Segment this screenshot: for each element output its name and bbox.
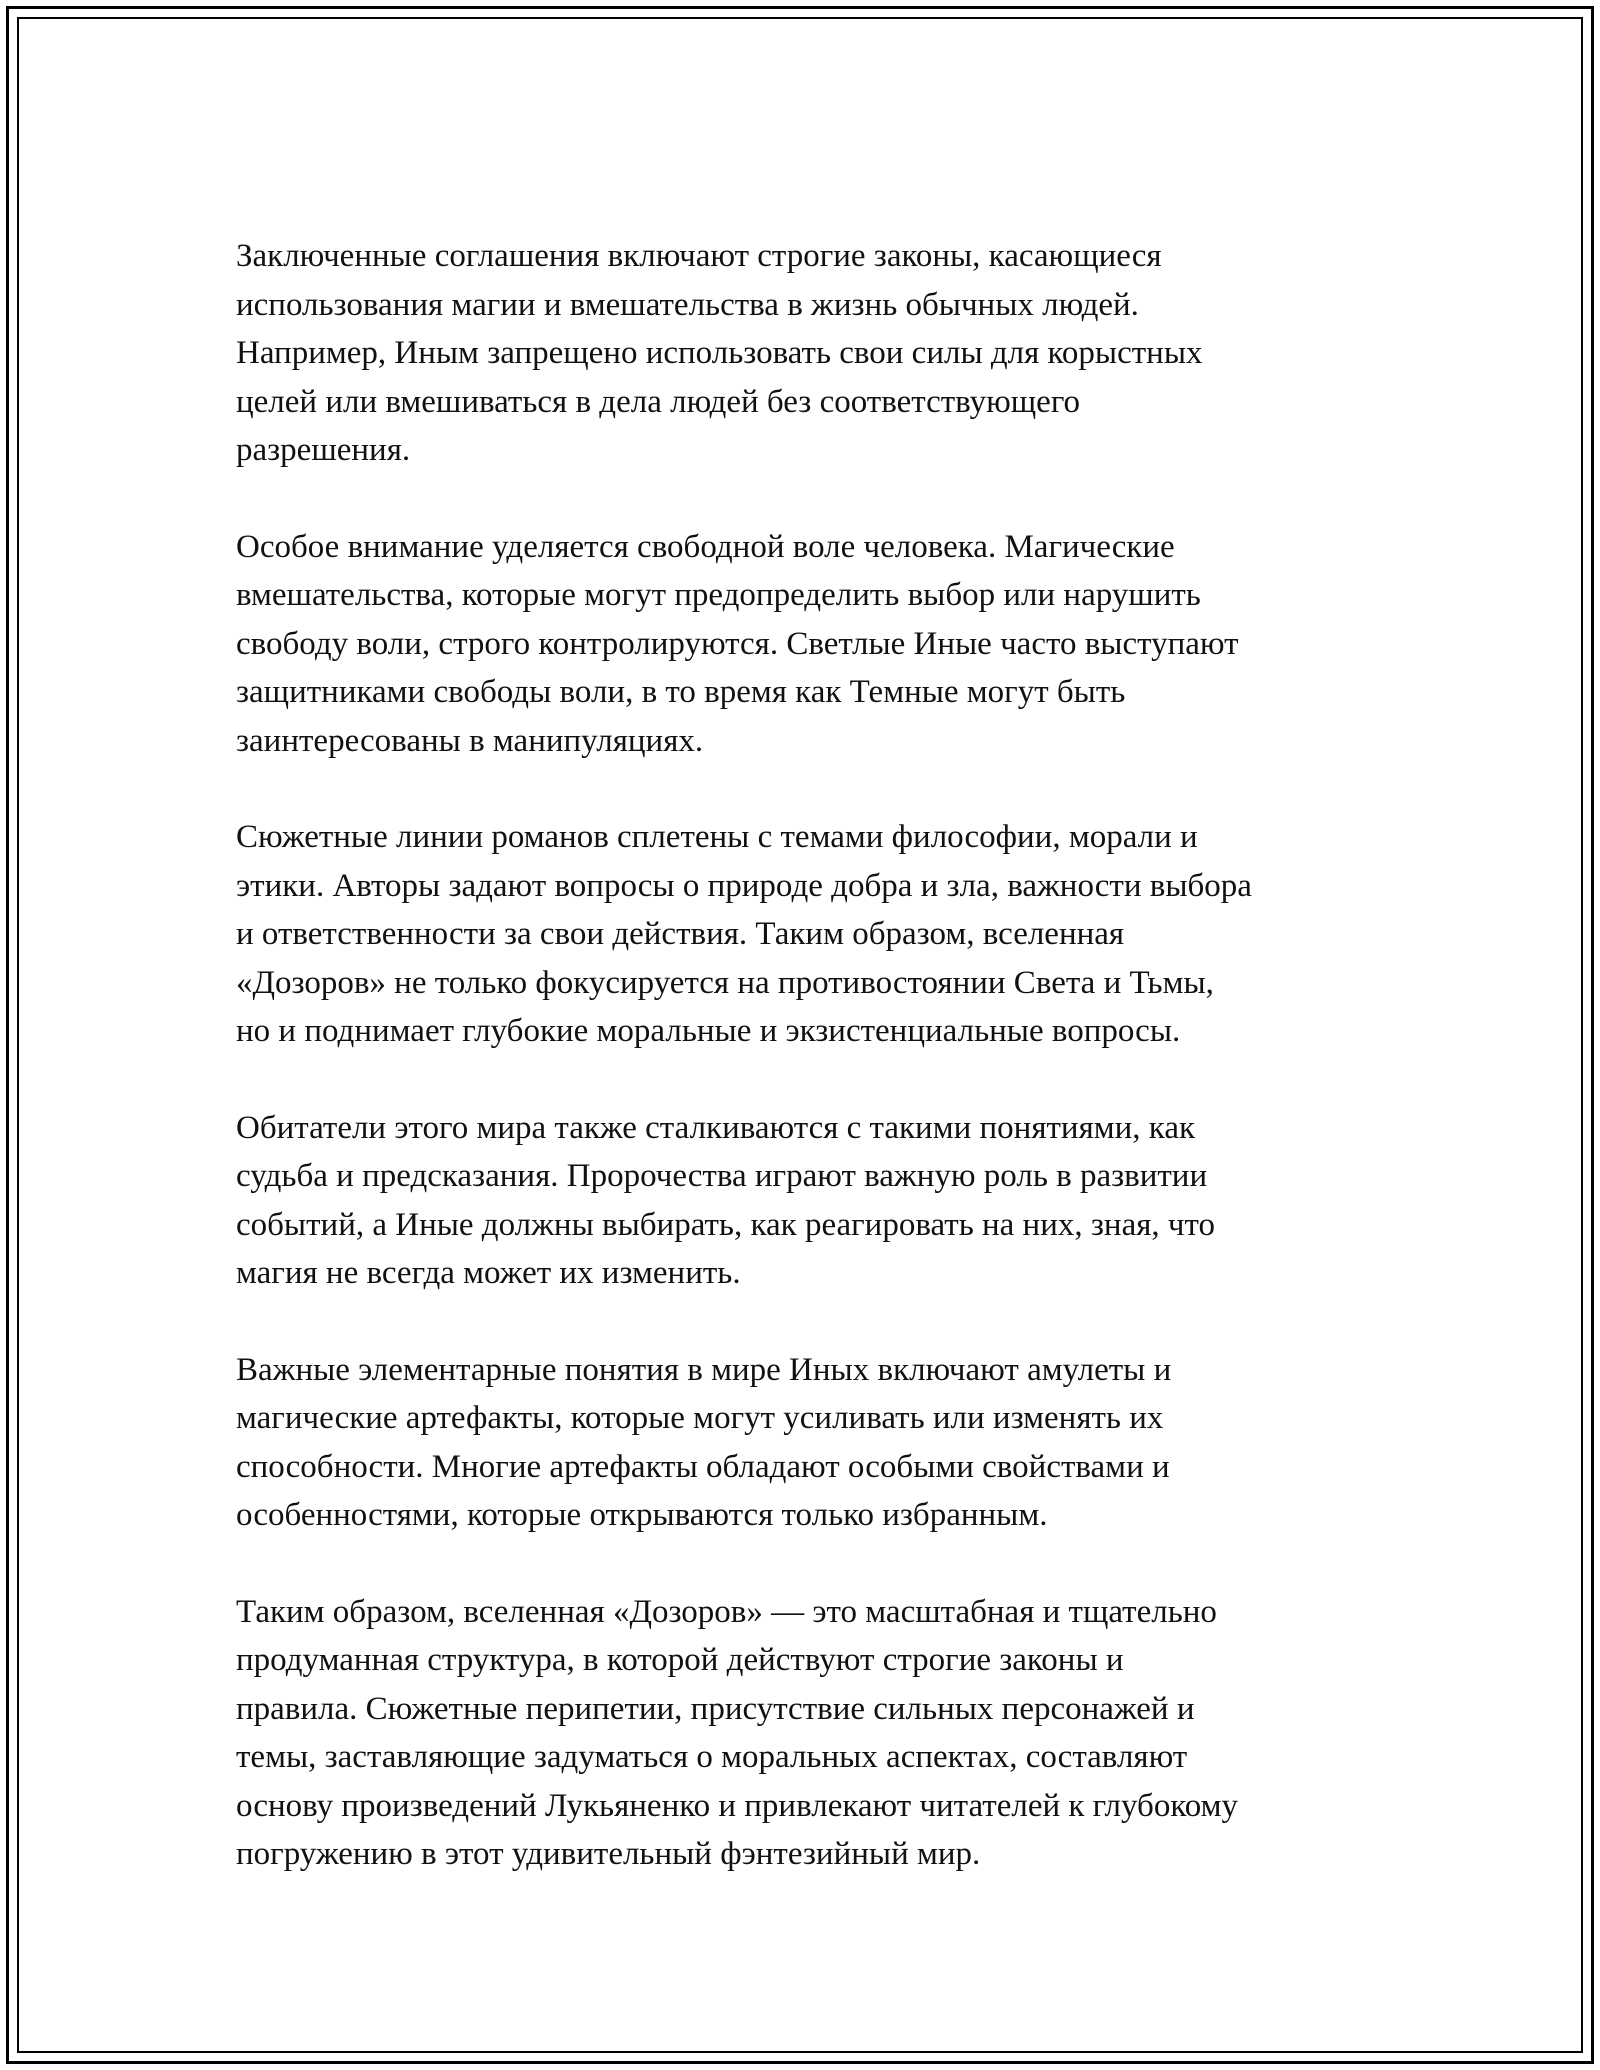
paragraph-3: Сюжетные линии романов сплетены с темами философии, морали и этики. Авторы задают вопросы о природе добра и зла, важности выбора и ответственности за свои действия. Таким образом, вселенная «Дозоров» не только фокусируется на противостоянии Света и Тьмы, но и поднимает глубокие моральные и экзистенциальные вопросы. <box>236 819 1252 1049</box>
paragraph-4: Обитатели этого мира также сталкиваются с такими понятиями, как судьба и предсказания. Пророчества играют важную роль в развитии событий, а Иные должны выбирать, как реагировать на них, зная, что магия не всегда может их изменить. <box>236 1109 1215 1291</box>
paragraph-1: Заключенные соглашения включают строгие законы, касающиеся использования магии и вмешательства в жизнь обычных людей. Например, Иным запрещено использовать свои силы для корыстных целей или вмешиваться в дела людей без соответствующего разрешения. <box>236 238 1203 468</box>
paragraph-5: Важные элементарные понятия в мире Иных включают амулеты и магические артефакты, которые могут усиливать или изменять их способности. Многие артефакты обладают особыми свойствами и особенностями, которые открываются только избранным. <box>236 1351 1172 1533</box>
document-body <box>236 232 1386 1927</box>
paragraph-2: Особое внимание уделяется свободной воле человека. Магические вмешательства, которые могут предопределить выбор или нарушить свободу воли, строго контролируются. Светлые Иные часто выступают защитниками свободы воли, в то время как Темные могут быть заинтересованы в манипуляциях. <box>236 528 1239 759</box>
paragraph-6: Таким образом, вселенная «Дозоров» — это масштабная и тщательно продуманная структура, в которой действуют строгие законы и правила. Сюжетные перипетии, присутствие сильных персонажей и темы, заставляющие задуматься о моральных аспектах, составляют основу произведений Лукьяненко и привлекают читателей к глубокому погружению в этот удивительный фэнтезийный мир. <box>236 1593 1238 1872</box>
